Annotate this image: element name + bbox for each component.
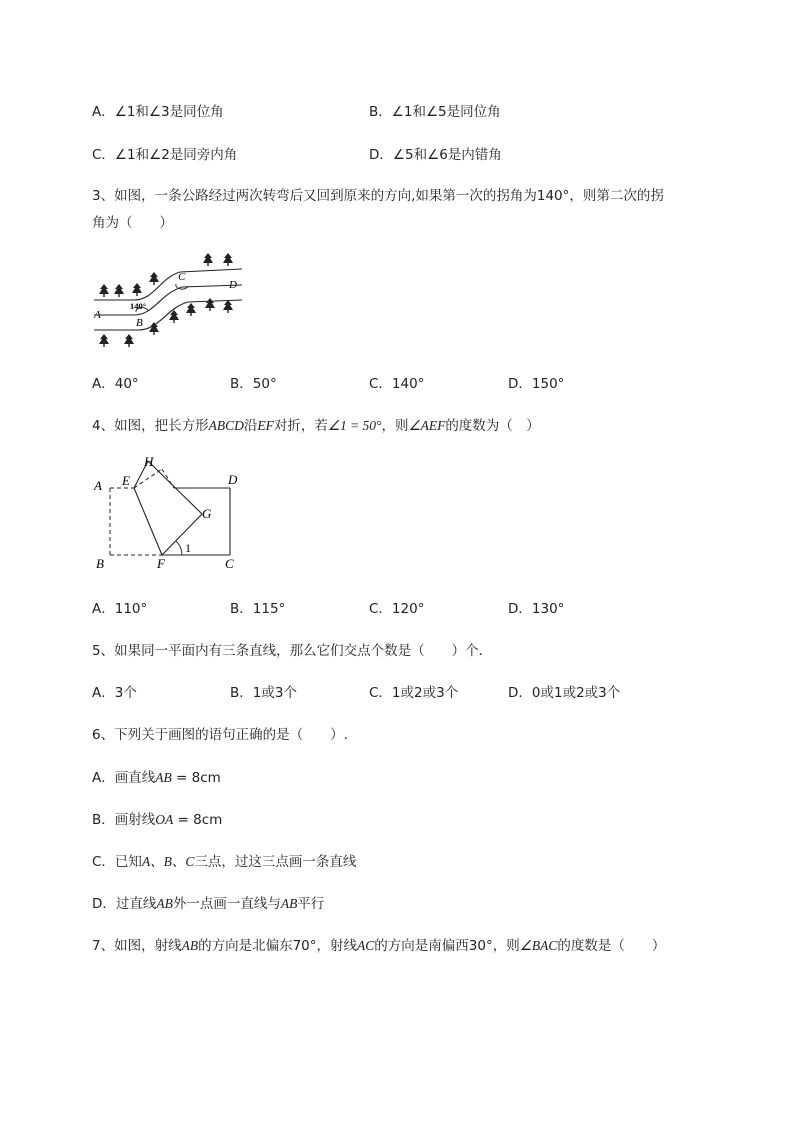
tree-icon (114, 284, 124, 297)
q3-stem-line2: 角为（ ） (92, 215, 173, 231)
q5-option-a: A．3个 (92, 685, 137, 701)
q2-option-a: A．∠1和∠3是同位角 (92, 104, 224, 120)
label-e: E (122, 473, 130, 488)
label-g: G (202, 506, 212, 521)
angle-140-label: 140° (130, 301, 147, 311)
q6-option-d: D．过直线AB外一点画一直线与AB平行 (92, 896, 325, 912)
q3-road-figure (92, 248, 252, 353)
label-d: D (228, 472, 238, 487)
q2-option-c: C．∠1和∠2是同旁内角 (92, 147, 238, 163)
label-b: B (96, 556, 104, 571)
q5-stem: 5、如果同一平面内有三条直线，那么它们交点个数是（ ）个． (92, 643, 493, 659)
q3-option-b: B．50° (230, 376, 277, 392)
q4-option-b: B．115° (230, 601, 286, 617)
angle-1-label: 1 (185, 541, 191, 555)
q6-option-b: B．画射线OA = 8cm (92, 812, 223, 828)
q6-option-a: A．画直线AB = 8cm (92, 770, 221, 786)
tree-icon (132, 283, 142, 296)
label-a: A (94, 478, 102, 493)
q7-stem: 7、如图，射线AB的方向是北偏东70°，射线AC的方向是南偏西30°，则∠BAC的度数是（ ） (92, 938, 666, 954)
tree-icon (205, 298, 215, 311)
tree-icon (223, 300, 233, 313)
q3-option-a: A．40° (92, 376, 139, 392)
tree-icon (149, 272, 159, 285)
label-b: B (136, 317, 143, 329)
q4-stem: 4、如图，把长方形ABCD沿EF对折，若∠1 = 50°，则∠AEF的度数为（ ） (92, 418, 540, 434)
tree-icon (223, 253, 233, 266)
q3-stem-line1: 3、如图，一条公路经过两次转弯后又回到原来的方向,如果第一次的拐角为140°，则第二次的拐 (92, 188, 664, 204)
q2-option-b: B．∠1和∠5是同位角 (369, 104, 501, 120)
q5-option-d: D．0或1或2或3个 (508, 685, 621, 701)
q4-option-a: A．110° (92, 601, 148, 617)
q6-option-c: C．已知A、B、C三点，过这三点画一条直线 (92, 854, 357, 870)
label-d: D (229, 279, 237, 291)
q4-option-d: D．130° (508, 601, 565, 617)
tree-icon (203, 253, 213, 266)
tree-icon (99, 284, 109, 297)
tree-icon (99, 334, 109, 347)
q2-option-d: D．∠5和∠6是内错角 (369, 147, 502, 163)
tree-icon (186, 303, 196, 316)
q6-stem: 6、下列关于画图的语句正确的是（ ）. (92, 727, 348, 743)
road-edge-top (94, 269, 242, 300)
q3-option-d: D．150° (508, 376, 565, 392)
label-a: A (94, 309, 101, 321)
q5-option-c: C．1或2或3个 (369, 685, 459, 701)
tree-icon (124, 334, 134, 347)
label-f: F (157, 556, 165, 571)
q4-folded-rectangle-figure (92, 452, 247, 574)
label-h: H (144, 454, 154, 469)
q3-option-c: C．140° (369, 376, 425, 392)
tree-icon (149, 322, 159, 335)
label-c: C (178, 271, 186, 283)
q4-option-c: C．120° (369, 601, 425, 617)
label-c: C (225, 556, 234, 571)
q5-option-b: B．1或3个 (230, 685, 297, 701)
